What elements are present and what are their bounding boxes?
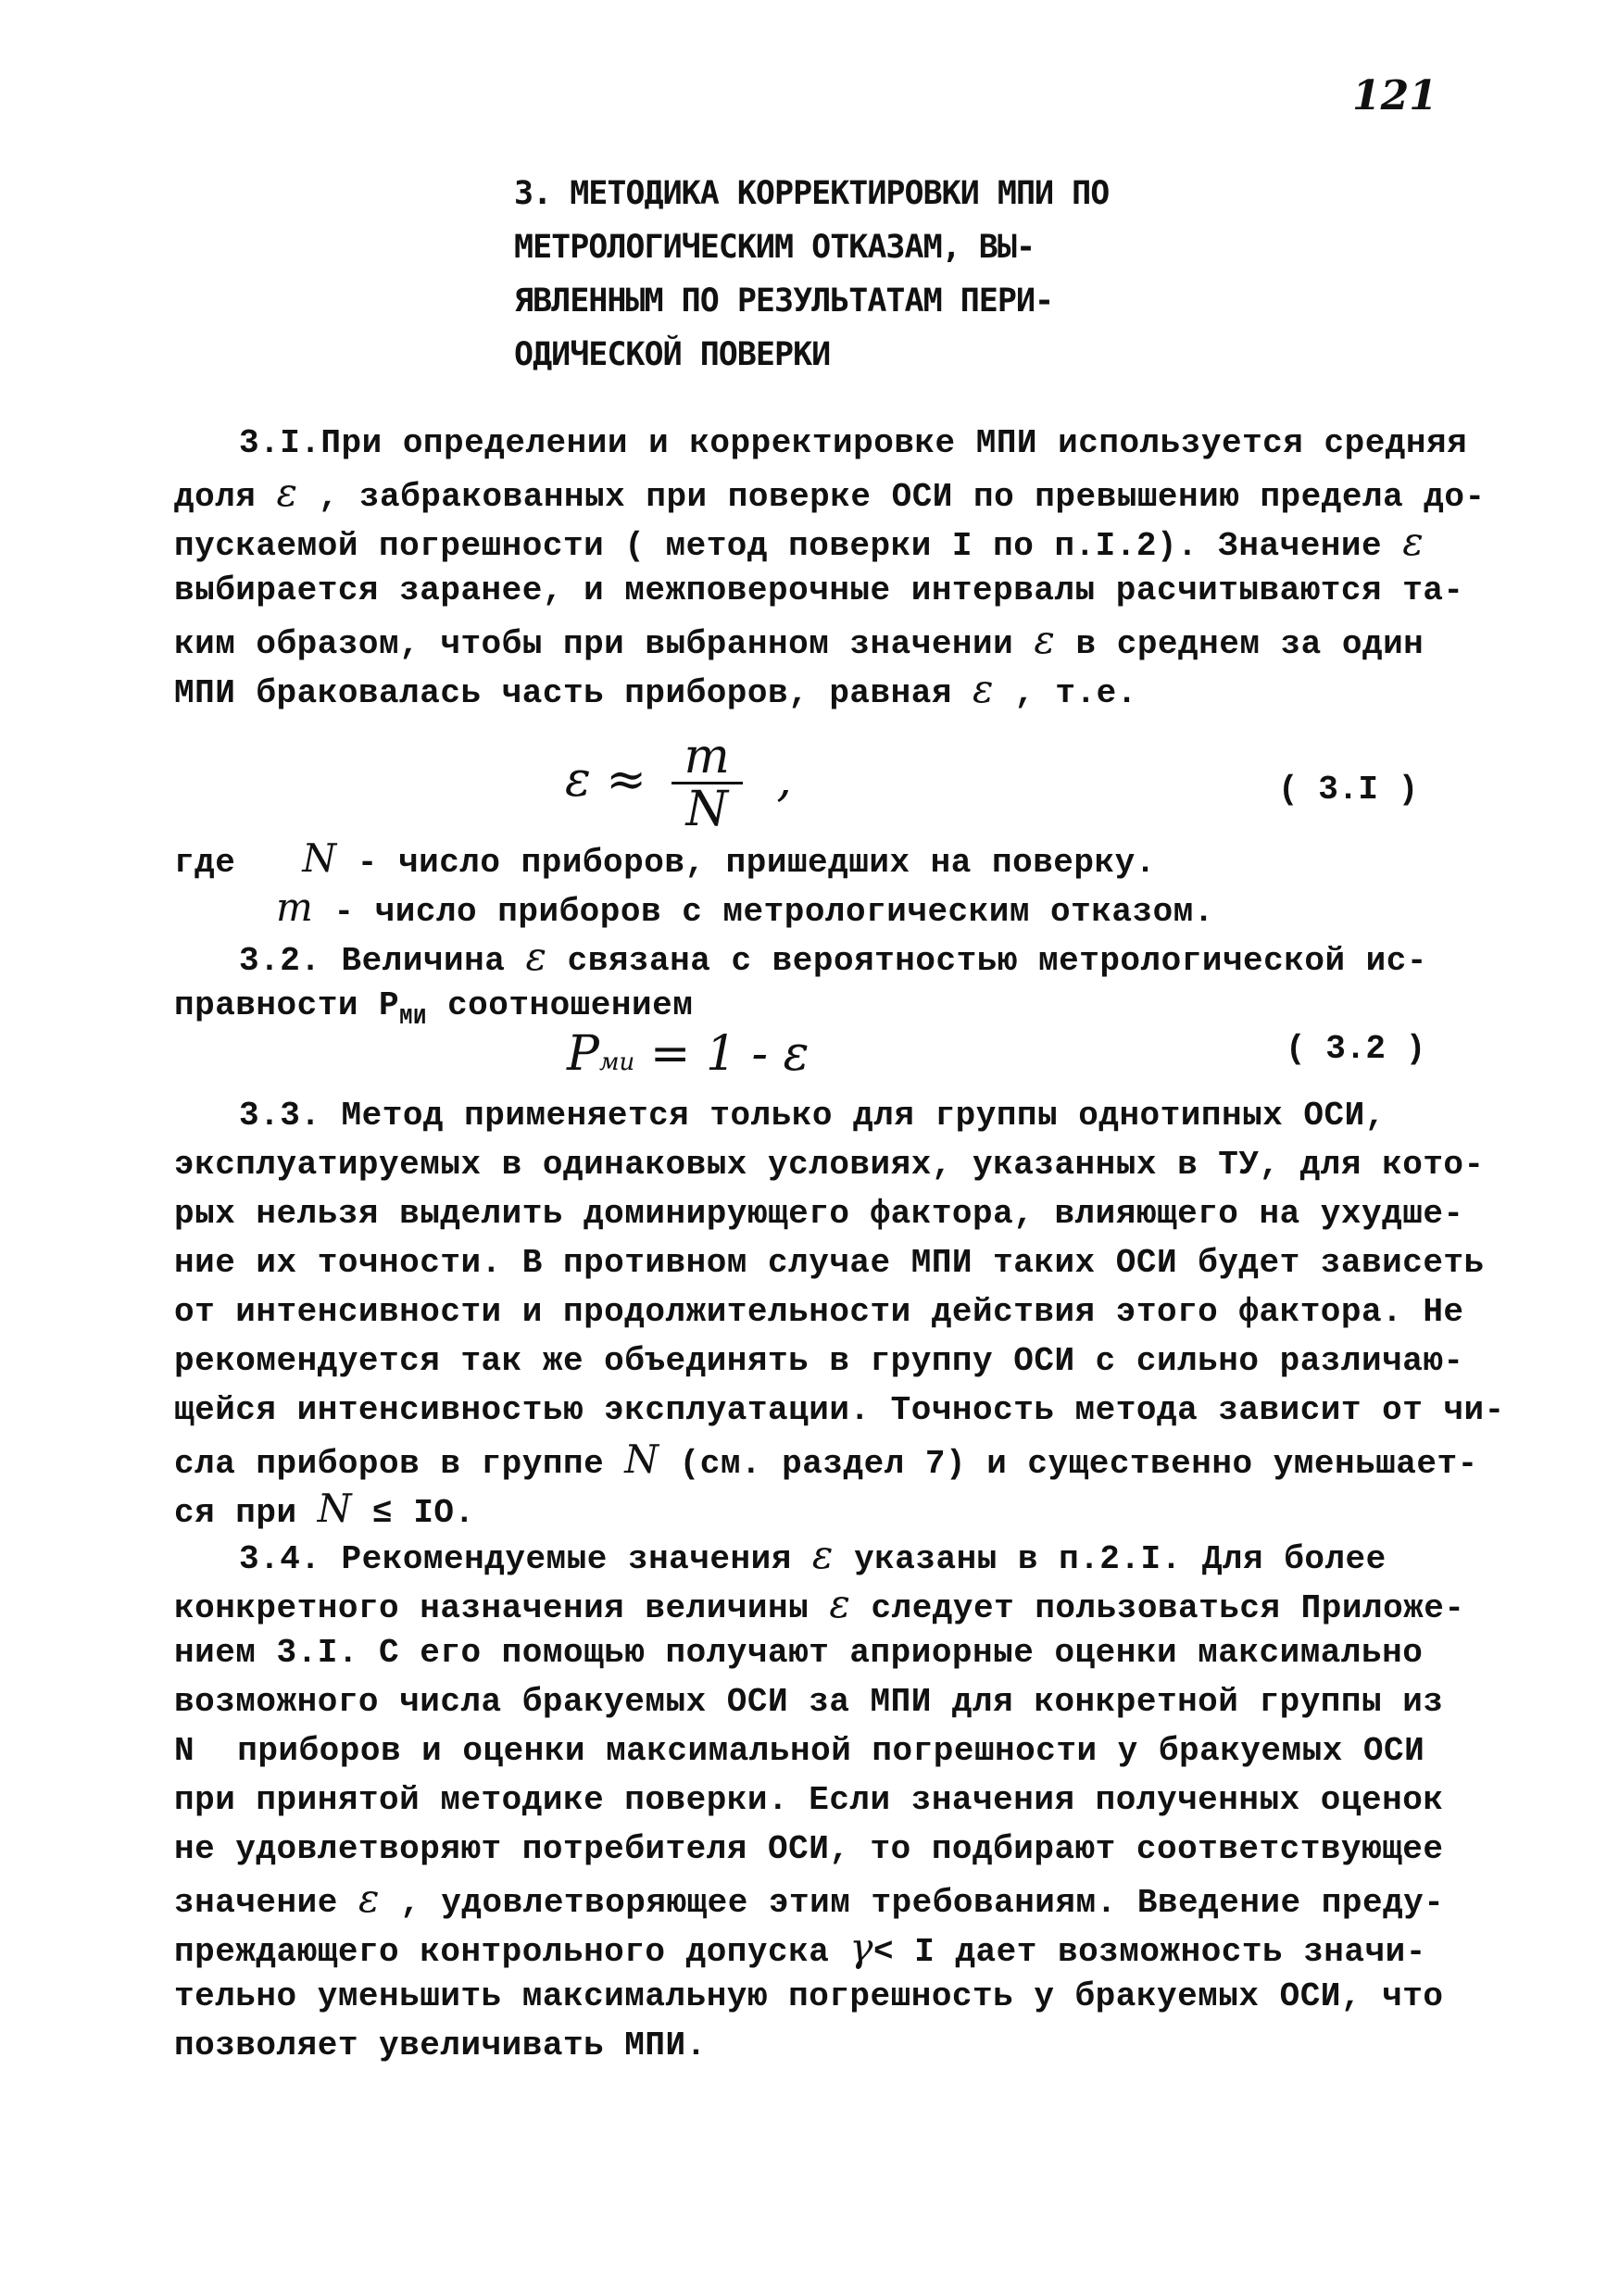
text-line xyxy=(174,1874,1452,1923)
heading-line: ОДИЧЕСКОЙ ПОВЕРКИ xyxy=(514,336,831,373)
text-line xyxy=(174,1530,1452,1579)
text-line xyxy=(174,981,1452,1030)
text-line: 3.3. Метод применяется только для группы однотипных ОСИ, xyxy=(239,1097,1386,1135)
where-label: где xyxy=(174,844,236,882)
n-symbol: N xyxy=(317,1486,352,1531)
text-line xyxy=(174,517,1452,566)
text-line xyxy=(174,1484,1452,1533)
subscript: МИ xyxy=(399,1006,427,1031)
formula-lhs: P xyxy=(567,1026,599,1082)
paragraph-3-2 xyxy=(174,932,1452,1030)
text-fragment: связана с вероятностью метрологической ис- xyxy=(567,942,1427,980)
text-line xyxy=(174,834,1452,883)
text-fragment: ким образом, чтобы при выбранном значении xyxy=(174,625,1014,663)
text-fragment: 3.2. Величина xyxy=(239,942,506,980)
text-line: нием 3.I. С его помощью получают априорные оценки максимально xyxy=(174,1634,1424,1672)
equation-number: ( 3.I ) xyxy=(1278,771,1419,809)
text-line: рекомендуется так же объединять в группу ОСИ с сильно различаю- xyxy=(174,1342,1464,1380)
formula-lhs: ε ≈ xyxy=(565,752,647,808)
paragraph-3-4 xyxy=(174,1530,1465,2070)
text-line xyxy=(174,664,1452,713)
where-block xyxy=(174,834,1452,932)
text-fragment: следует пользоваться Приложе- xyxy=(871,1589,1465,1627)
text-fragment: N xyxy=(174,1732,195,1770)
text-line xyxy=(174,883,1452,932)
text-fragment: , удовлетворяющее этим требованиям. Введение преду- xyxy=(400,1884,1445,1922)
text-line xyxy=(174,468,1486,517)
epsilon-symbol: ε xyxy=(525,934,547,979)
text-fragment: - число приборов, пришедших на поверку. xyxy=(357,844,1156,882)
formula-3-1 xyxy=(565,729,792,837)
n-symbol: N xyxy=(302,835,337,881)
text-line xyxy=(174,1579,1465,1628)
text-fragment: доля xyxy=(174,478,257,516)
text-line xyxy=(174,1435,1478,1484)
text-fragment: , забракованных при поверке ОСИ по превышению предела до- xyxy=(318,478,1486,516)
text-fragment: пускаемой погрешности ( метод поверки I по п.I.2). Значение xyxy=(174,527,1383,565)
text-fragment: конкретного назначения величины xyxy=(174,1589,810,1627)
text-line xyxy=(174,615,1452,664)
text-line: возможного числа бракуемых ОСИ за МПИ для конкретной группы из xyxy=(174,1683,1444,1721)
text-fragment: 3.4. Рекомендуемые значения xyxy=(239,1540,792,1578)
formula-3-2 xyxy=(567,1026,810,1082)
text-fragment: приборов и оценки максимальной погрешности у бракуемых ОСИ xyxy=(237,1732,1425,1770)
fraction-denominator: N xyxy=(685,782,728,837)
text-fragment: , т.е. xyxy=(1014,674,1137,712)
paragraph-3-3 xyxy=(174,1091,1505,1533)
epsilon-symbol: ε xyxy=(1402,519,1424,564)
epsilon-symbol: ε xyxy=(973,666,995,711)
text-fragment: < I дает возможность значи- xyxy=(873,1933,1426,1971)
text-fragment: соотношением xyxy=(447,986,694,1024)
m-symbol: m xyxy=(276,885,314,930)
text-fragment: правности Р xyxy=(174,986,400,1024)
text-line: при принятой методике поверки. Если значения полученных оценок xyxy=(174,1781,1444,1819)
epsilon-symbol: ε xyxy=(829,1581,851,1626)
formula-rhs: = 1 - ε xyxy=(649,1026,810,1082)
epsilon-symbol: ε xyxy=(358,1876,380,1921)
epsilon-symbol: ε xyxy=(811,1532,834,1577)
text-line: ние их точности. В противном случае МПИ таких ОСИ будет зависеть xyxy=(174,1244,1485,1282)
formula-subscript: ми xyxy=(599,1048,635,1076)
heading-line: МЕТРОЛОГИЧЕСКИМ ОТКАЗАМ, ВЫ- xyxy=(514,229,1035,266)
epsilon-symbol: ε xyxy=(276,470,298,515)
text-line: 3.I.При определении и корректировке МПИ используется средняя xyxy=(239,424,1468,462)
text-line: тельно уменьшить максимальную погрешность у бракуемых ОСИ, что xyxy=(174,1977,1444,2015)
text-line: не удовлетворяют потребителя ОСИ, то подбирают соответствующее xyxy=(174,1830,1444,1868)
text-fragment: преждающего контрольного допуска xyxy=(174,1933,830,1971)
fraction-numerator: m xyxy=(671,732,743,784)
n-symbol: N xyxy=(624,1437,659,1482)
text-fragment: IO. xyxy=(413,1494,475,1532)
text-line xyxy=(174,1923,1452,1972)
fraction xyxy=(671,729,743,837)
text-fragment: указаны в п.2.I. Для более xyxy=(854,1540,1387,1578)
text-line: рых нельзя выделить доминирующего фактора, влияющего на ухудше- xyxy=(174,1195,1464,1233)
text-line: эксплуатируемых в одинаковых условиях, указанных в ТУ, для кото- xyxy=(174,1146,1485,1184)
text-fragment: (см. раздел 7) и существенно уменьшает- xyxy=(679,1445,1478,1483)
page-number: 121 xyxy=(1352,72,1437,119)
paragraph-3-1 xyxy=(174,419,1486,713)
le-symbol: ≤ xyxy=(372,1494,394,1532)
heading-line: ЯВЛЕННЫМ ПО РЕЗУЛЬТАТАМ ПЕРИ- xyxy=(514,282,1054,320)
epsilon-symbol: ε xyxy=(1034,617,1056,662)
text-line xyxy=(174,932,1452,981)
text-line: позволяет увеличивать МПИ. xyxy=(174,2026,707,2064)
text-fragment: ся при xyxy=(174,1494,297,1532)
text-line: от интенсивности и продолжительности действия этого фактора. Не xyxy=(174,1293,1464,1331)
section-heading xyxy=(514,167,1236,382)
formula-comma: , xyxy=(776,752,792,808)
text-line: щейся интенсивностью эксплуатации. Точность метода зависит от чи- xyxy=(174,1391,1505,1429)
text-fragment: - число приборов с метрологическим отказом. xyxy=(333,893,1214,931)
text-line: выбирается заранее, и межповерочные интервалы расчитываются та- xyxy=(174,571,1464,609)
heading-line: 3. МЕТОДИКА КОРРЕКТИРОВКИ МПИ ПО xyxy=(514,175,1110,212)
text-fragment: в среднем за один xyxy=(1075,625,1424,663)
gamma-symbol: γ xyxy=(849,1925,874,1970)
equation-number: ( 3.2 ) xyxy=(1286,1030,1426,1068)
text-fragment: сла приборов в группе xyxy=(174,1445,605,1483)
text-fragment: МПИ браковалась часть приборов, равная xyxy=(174,674,952,712)
text-fragment: значение xyxy=(174,1884,338,1922)
text-line xyxy=(174,1726,1452,1775)
